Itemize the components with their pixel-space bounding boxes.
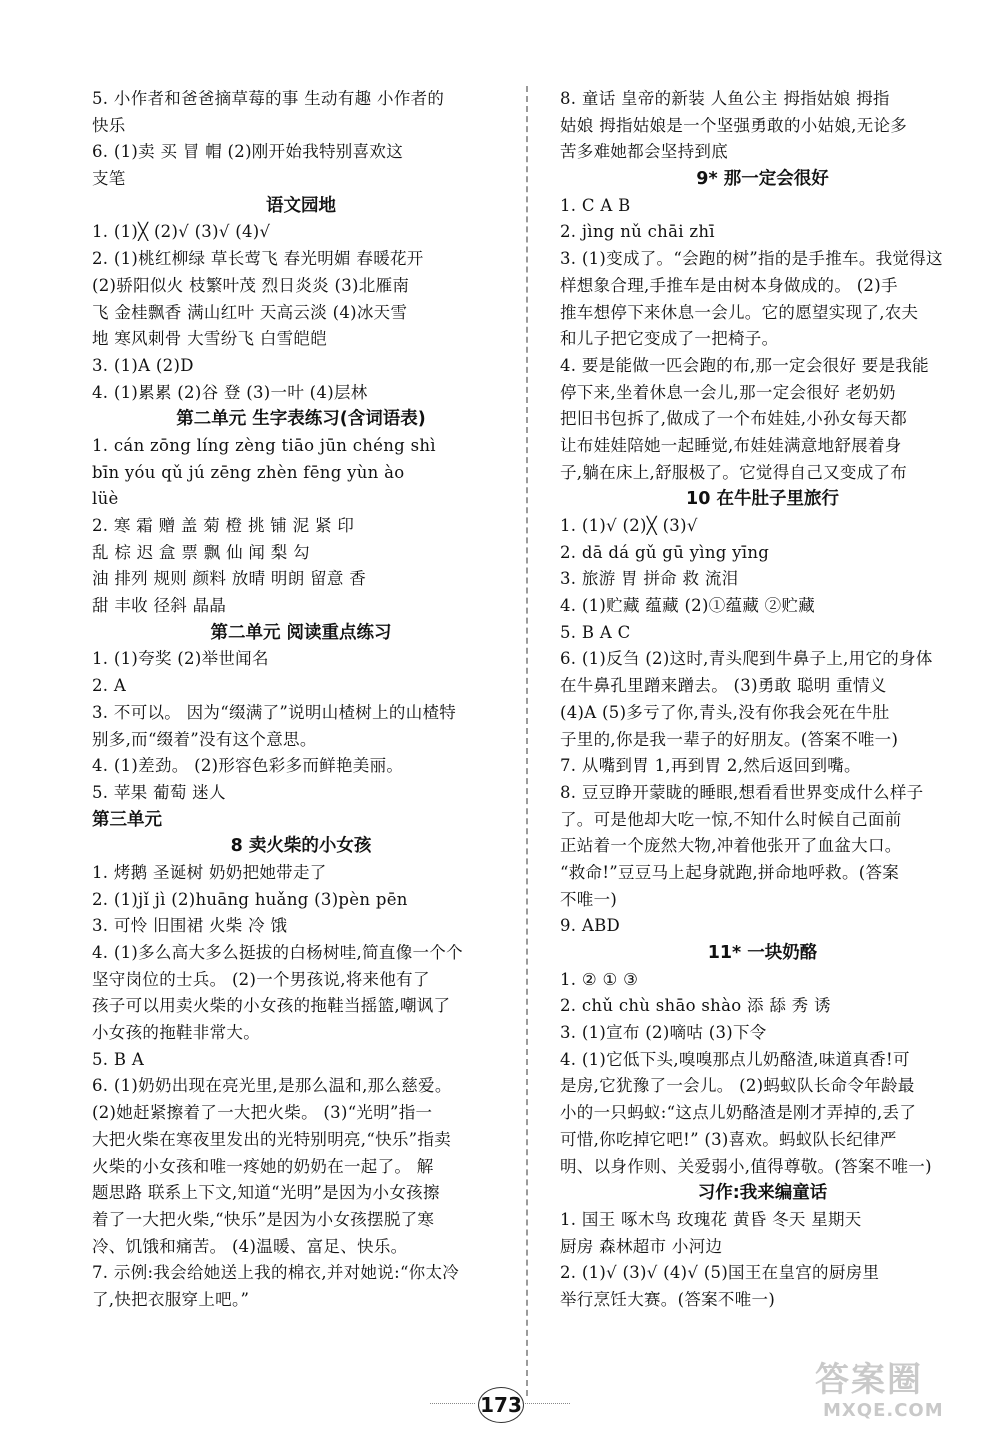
answer-line: 油 排列 规则 颜料 放晴 明朗 留意 香 bbox=[92, 569, 367, 589]
watermark-url: MXQE.COM bbox=[823, 1400, 944, 1421]
section-heading: 9* 那一定会很好 bbox=[696, 169, 829, 190]
answer-line: 4. (1)多么高大多么挺拔的白杨树哇,简直像一个个 bbox=[92, 943, 463, 962]
answer-line: 停下来,坐着休息一会儿,那一定会很好 老奶奶 bbox=[560, 382, 896, 402]
answer-line: 5. 苹果 葡萄 迷人 bbox=[92, 782, 226, 802]
answer-line: 1. cán zōng líng zèng tiāo jūn chéng shì bbox=[92, 435, 436, 455]
section-heading: 语文园地 bbox=[266, 195, 336, 216]
answer-line: 1. (1)√ (2)╳ (3)√ bbox=[560, 516, 698, 535]
section-heading: 10 在牛肚子里旅行 bbox=[686, 489, 839, 510]
answer-line: 5. B A C bbox=[560, 622, 631, 642]
answer-line: 7. 从嘴到胃 1,再到胃 2,然后返回到嘴。 bbox=[560, 756, 861, 776]
answer-line: 推车想停下来休息一会儿。它的愿望实现了,农夫 bbox=[560, 302, 919, 322]
answer-line: 3. (1)A (2)D bbox=[92, 355, 194, 375]
answer-line: 让布娃娃陪她一起睡觉,布娃娃满意地舒展着身 bbox=[560, 435, 902, 455]
answer-line: 3. (1)变成了。“会跑的树”指的是手推车。我觉得这 bbox=[560, 249, 943, 269]
answer-line: 子,躺在床上,舒服极了。它觉得自己又变成了布 bbox=[560, 462, 908, 482]
right-column bbox=[560, 86, 965, 1314]
section-heading: 第二单元 阅读重点练习 bbox=[210, 622, 392, 643]
unit-heading: 第三单元 bbox=[92, 809, 162, 830]
answer-line: 姑娘 拇指姑娘是一个坚强勇敢的小姑娘,无论多 bbox=[560, 115, 908, 135]
answer-line: 地 寒风刺骨 大雪纷飞 白雪皑皑 bbox=[92, 329, 328, 349]
answer-line: bīn yóu qǔ jú zēng zhèn fēng yùn ào bbox=[92, 462, 405, 482]
answer-line: 1. 国王 啄木鸟 玫瑰花 黄昏 冬天 星期天 bbox=[560, 1209, 862, 1229]
answer-line: 了,快把衣服穿上吧。” bbox=[92, 1289, 250, 1309]
answer-line: 8. 童话 皇帝的新装 人鱼公主 拇指姑娘 拇指 bbox=[560, 89, 890, 108]
footer-rule-left bbox=[430, 1403, 475, 1404]
left-column bbox=[92, 86, 510, 1314]
answer-line: 快乐 bbox=[92, 115, 126, 135]
answer-line: 4. 要是能做一匹会跑的布,那一定会很好 要是我能 bbox=[560, 355, 929, 375]
answer-line: 2. chǔ chù shāo shào 添 舔 秀 诱 bbox=[560, 996, 831, 1016]
answer-line: 4. (1)它低下头,嗅嗅那点儿奶酪渣,味道真香!可 bbox=[560, 1049, 910, 1069]
answer-line: 6. (1)卖 买 冒 帽 (2)刚开始我特别喜欢这 bbox=[92, 142, 404, 162]
answer-line: 4. (1)差劲。 (2)形容色彩多而鲜艳美丽。 bbox=[92, 756, 404, 776]
answer-line: 4. (1)贮藏 蕴藏 (2)①蕴藏 ②贮藏 bbox=[560, 596, 816, 616]
answer-line: 小女孩的拖鞋非常大。 bbox=[92, 1023, 260, 1043]
answer-line: 支笔 bbox=[92, 169, 126, 189]
answer-line: 大把火柴在寒夜里发出的光特别明亮,“快乐”指卖 bbox=[92, 1129, 452, 1149]
answer-line: 和儿子把它变成了一把椅子。 bbox=[560, 329, 779, 349]
answer-line: “救命!”豆豆马上起身就跑,拼命地呼救。(答案 bbox=[560, 862, 900, 882]
section-heading: 11* 一块奶酪 bbox=[707, 943, 818, 963]
answer-line: 子里的,你是我一辈子的好朋友。(答案不唯一) bbox=[560, 729, 899, 749]
answer-line: 9. ABD bbox=[560, 916, 621, 936]
answer-line: 2. A bbox=[92, 676, 127, 696]
answer-line: 飞 金桂飘香 满山红叶 天高云淡 (4)冰天雪 bbox=[92, 302, 408, 322]
answer-line: 小的一只蚂蚁:“这点儿奶酪渣是刚才弄掉的,丢了 bbox=[560, 1103, 917, 1123]
answer-line: 1. (1)╳ (2)√ (3)√ (4)√ bbox=[92, 222, 271, 242]
answer-line: 孩子可以用卖火柴的小女孩的拖鞋当摇篮,嘲讽了 bbox=[92, 996, 451, 1016]
answer-line: 别多,而“缀着”没有这个意思。 bbox=[92, 729, 317, 749]
page-number: 173 bbox=[478, 1387, 524, 1423]
answer-line: 可惜,你吃掉它吧!” (3)喜欢。蚂蚁队长纪律严 bbox=[560, 1129, 897, 1149]
answer-line: 3. 可怜 旧围裙 火柴 冷 饿 bbox=[92, 916, 288, 936]
answer-line: 厨房 森林超市 小河边 bbox=[560, 1236, 723, 1256]
answer-line: 1. ② ① ③ bbox=[560, 969, 639, 989]
answer-line: 2. dā dá gǔ gū yìng yīng bbox=[560, 542, 770, 562]
answer-line: 正站着一个庞然大物,冲着他张开了血盆大口。 bbox=[560, 836, 902, 856]
answer-line: 3. 不可以。 因为“缀满了”说明山楂树上的山楂特 bbox=[92, 702, 457, 722]
answer-line: 样想象合理,手推车是由树本身做成的。 (2)手 bbox=[560, 275, 898, 295]
section-heading: 习作:我来编童话 bbox=[697, 1183, 828, 1204]
answer-line: 乱 棕 迟 盒 票 飘 仙 闻 梨 勾 bbox=[92, 542, 310, 562]
answer-line: 明、以身作则、关爱弱小,值得尊敬。(答案不唯一) bbox=[560, 1156, 932, 1176]
answer-line: 冷、饥饿和痛苦。 (4)温暖、富足、快乐。 bbox=[92, 1236, 408, 1256]
answer-line: (2)骄阳似火 枝繁叶茂 烈日炎炎 (3)北雁南 bbox=[92, 275, 410, 295]
answer-line: 举行烹饪大赛。(答案不唯一) bbox=[560, 1289, 776, 1309]
answer-line: 把旧书包拆了,做成了一个布娃娃,小孙女每天都 bbox=[560, 409, 908, 429]
answer-line: 火柴的小女孩和唯一疼她的奶奶在一起了。 解 bbox=[92, 1156, 434, 1176]
answer-line: 在牛鼻孔里蹭来蹭去。 (3)勇敢 聪明 重情义 bbox=[560, 676, 887, 696]
answer-line: 2. 寒 霜 赠 盖 菊 橙 挑 铺 泥 紧 印 bbox=[92, 516, 355, 535]
answer-line: 着了一大把火柴,“快乐”是因为小女孩摆脱了寒 bbox=[92, 1209, 435, 1229]
answer-line: 1. C A B bbox=[560, 195, 631, 215]
answer-line: 8. 豆豆睁开蒙眬的睡眼,想看看世界变成什么样子 bbox=[560, 782, 924, 802]
answer-line: 题思路 联系上下文,知道“光明”是因为小女孩擦 bbox=[92, 1183, 440, 1203]
answer-line: 2. jìng nǔ chāi zhī bbox=[560, 222, 715, 242]
column-divider bbox=[526, 86, 528, 1396]
answer-line: 苦多难她都会坚持到底 bbox=[560, 142, 728, 162]
answer-line: 3. (1)宣布 (2)嘀咕 (3)下令 bbox=[560, 1023, 767, 1043]
answer-line: (4)A (5)多亏了你,青头,没有你我会死在牛肚 bbox=[560, 702, 890, 722]
footer-rule-right bbox=[525, 1403, 570, 1404]
answer-line: 7. 示例:我会给她送上我的棉衣,并对她说:“你太冷 bbox=[92, 1263, 460, 1283]
answer-line: 6. (1)反刍 (2)这时,青头爬到牛鼻子上,用它的身体 bbox=[560, 649, 933, 669]
answer-line: 4. (1)累累 (2)谷 登 (3)一叶 (4)层林 bbox=[92, 382, 368, 402]
watermark-text: 答案圈 bbox=[815, 1360, 923, 1400]
answer-line: 坚守岗位的士兵。 (2)一个男孩说,将来他有了 bbox=[92, 969, 430, 989]
answer-line: 5. B A bbox=[92, 1049, 145, 1069]
answer-line: 是房,它犹豫了一会儿。 (2)蚂蚁队长命令年龄最 bbox=[560, 1076, 915, 1096]
answer-line: 5. 小作者和爸爸摘草莓的事 生动有趣 小作者的 bbox=[92, 89, 445, 108]
watermark-logo bbox=[815, 1360, 990, 1430]
answer-line: 1. (1)夸奖 (2)举世闻名 bbox=[92, 649, 269, 669]
section-heading: 第二单元 生字表练习(含词语表) bbox=[176, 409, 426, 430]
answer-line: 2. (1)jǐ jì (2)huāng huǎng (3)pèn pēn bbox=[92, 889, 408, 909]
answer-line: 1. 烤鹅 圣诞树 奶奶把她带走了 bbox=[92, 862, 327, 882]
answer-line: 2. (1)桃红柳绿 草长莺飞 春光明媚 春暖花开 bbox=[92, 249, 424, 269]
answer-line: 了。可是他却大吃一惊,不知什么时候自己面前 bbox=[560, 809, 902, 829]
section-heading: 8 卖火柴的小女孩 bbox=[230, 836, 372, 857]
answer-line: 3. 旅游 胃 拼命 救 流泪 bbox=[560, 569, 739, 589]
answer-line: lüè bbox=[92, 489, 119, 509]
answer-line: 甜 丰收 径斜 晶晶 bbox=[92, 596, 227, 616]
answer-line: 6. (1)奶奶出现在亮光里,是那么温和,那么慈爱。 bbox=[92, 1076, 452, 1096]
answer-line: 2. (1)√ (3)√ (4)√ (5)国王在皇宫的厨房里 bbox=[560, 1263, 880, 1283]
answer-line: (2)她赶紧擦着了一大把火柴。 (3)“光明”指一 bbox=[92, 1103, 433, 1123]
answer-line: 不唯一) bbox=[560, 889, 618, 909]
